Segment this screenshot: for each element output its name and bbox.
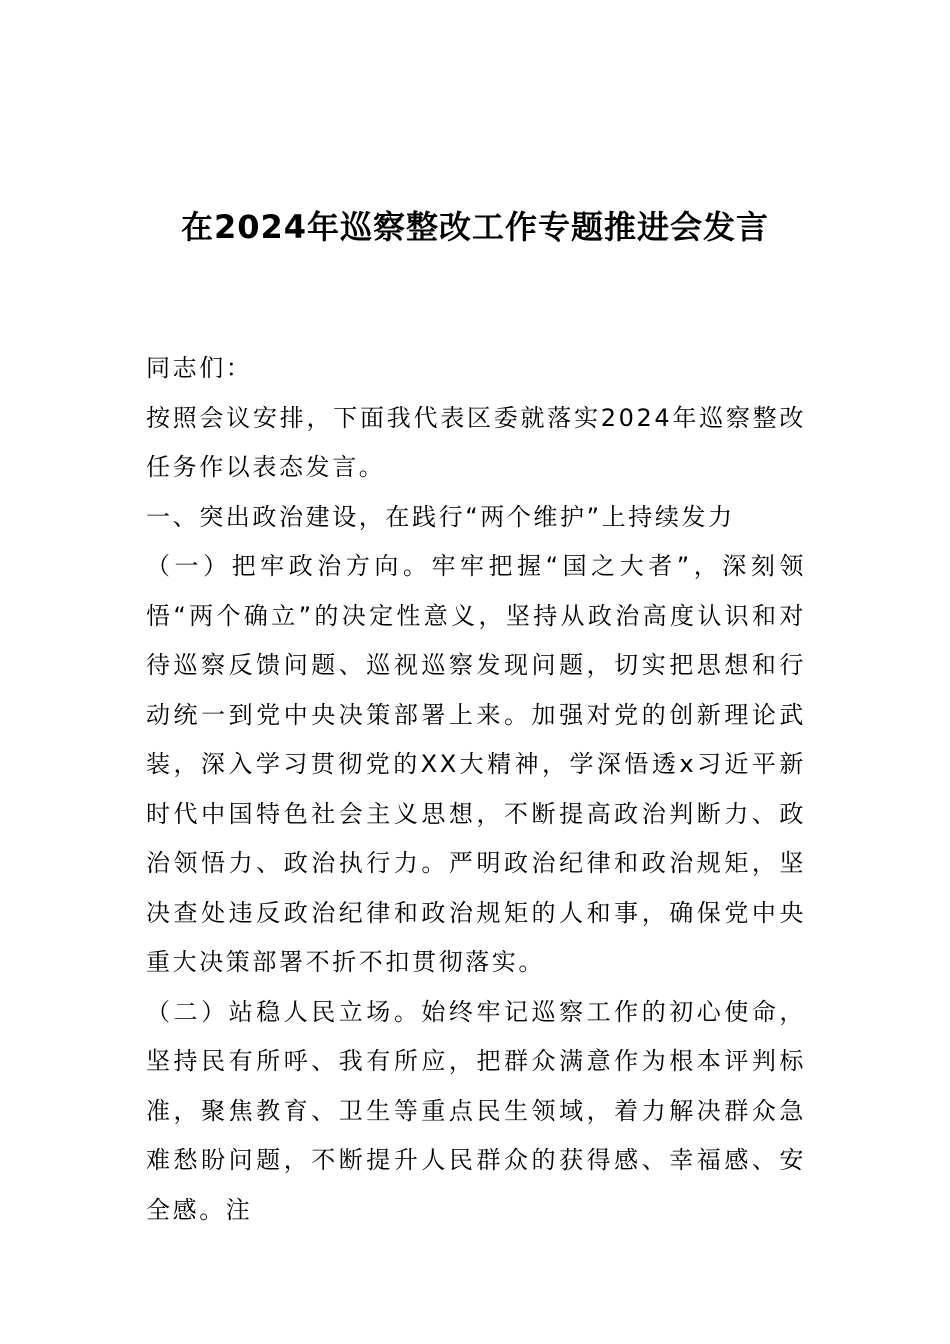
paragraph-intro: 按照会议安排，下面我代表区委就落实2024年巡察整改任务作以表态发言。 (146, 403, 806, 481)
paragraph-political-direction: （一）把牢政治方向。牢牢把握“国之大者”，深刻领悟“两个确立”的决定性意义，坚持从政治高度认识和对待巡察反馈问题、巡视巡察发现问题，切实把思想和行动统一到党中央决策部署上来。加强对党的创新理论武装，深入学习贯彻党的XX大精神，学深悟透x习近平新时代中国特色社会主义思想，不断提高政治判断力、政治领悟力、政治执行力。严明政治纪律和政治规矩，坚决查处违反政治纪律和政治规矩的人和事，确保党中央重大决策部署不折不扣贯彻落实。 (146, 552, 806, 976)
document-title: 在2024年巡察整改工作专题推进会发言 (180, 208, 770, 246)
paragraph-people-stance: （二）站稳人民立场。始终牢记巡察工作的初心使命，坚持民有所呼、我有所应，把群众满意作为根本评判标准，聚焦教育、卫生等重点民生领域，着力解决群众急难愁盼问题，不断提升人民群众的获得感、幸福感、安全感。注 (146, 997, 806, 1224)
salutation: 同志们： (146, 354, 253, 382)
section-heading-1: 一、突出政治建设，在践行“两个维护”上持续发力 (146, 502, 735, 531)
document-body (146, 344, 806, 1235)
